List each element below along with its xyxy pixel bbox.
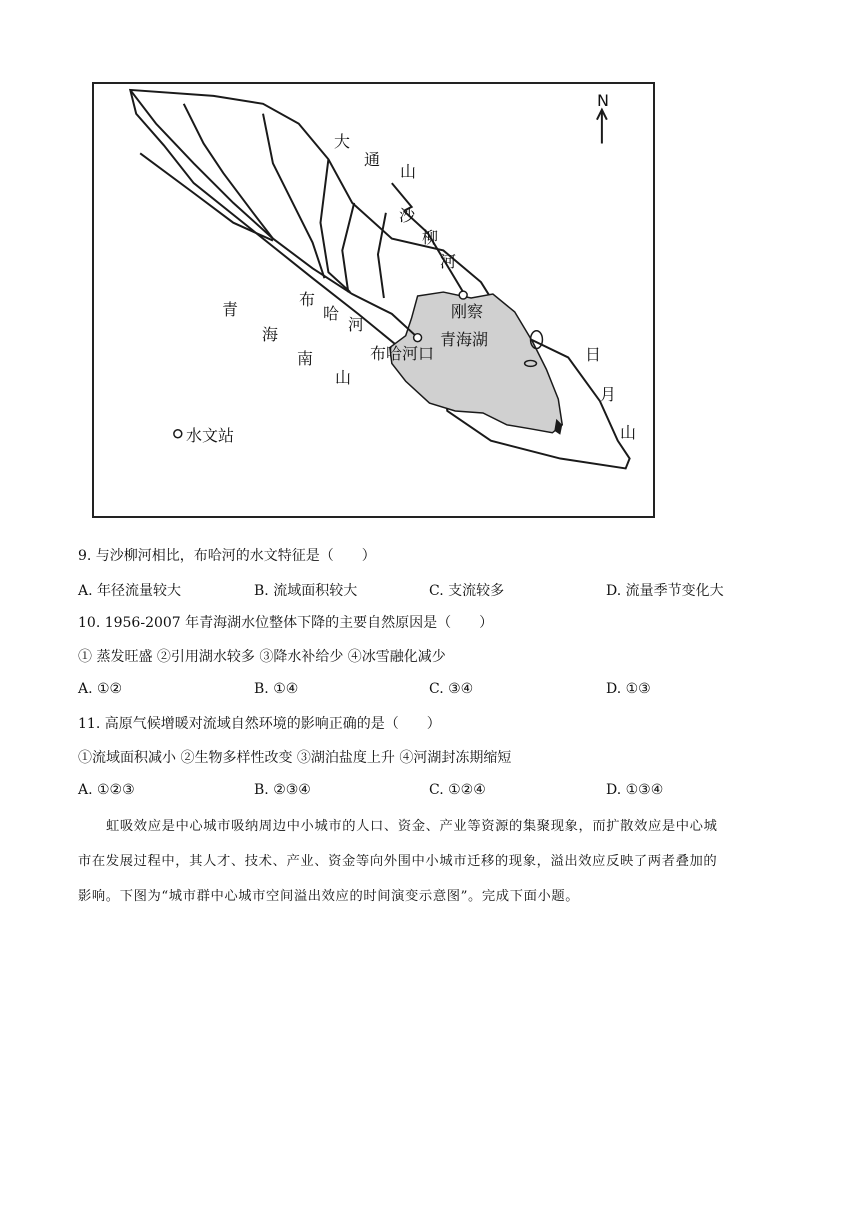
- question-11-stem: 11. 高原气候增暖对流域自然环境的影响正确的是（ ）: [78, 716, 441, 732]
- label-buha: 布: [299, 290, 316, 309]
- question-10-stem: 10. 1956-2007 年青海湖水位整体下降的主要自然原因是（ ）: [78, 615, 494, 631]
- map-figure: [92, 82, 655, 518]
- option-c: C. ①②④: [429, 782, 486, 798]
- passage-line: 市在发展过程中，其人才、技术、产业、资金等向外围中小城市迁移的现象，溢出效应反映了两者叠加的: [78, 854, 718, 869]
- label-buha-mouth: 布哈河口: [370, 344, 435, 363]
- label-riyue: 山: [620, 423, 637, 442]
- legend-station-label: 水文站: [186, 426, 235, 445]
- passage-line: 影响。下图为“城市群中心城市空间溢出效应的时间演变示意图”。完成下面小题。: [78, 889, 580, 904]
- option-b: B. ②③④: [254, 782, 311, 798]
- label-qinghai-lake: 青海湖: [440, 330, 489, 349]
- question-10-options: [78, 681, 798, 701]
- label-buha: 河: [348, 315, 365, 334]
- option-a: A. 年径流量较大: [78, 583, 182, 599]
- option-a: A. ①②③: [78, 782, 135, 798]
- option-a: A. ①②: [78, 681, 123, 697]
- passage: [78, 809, 778, 914]
- label-datong: 山: [400, 162, 417, 181]
- question-10-choices: ① 蒸发旺盛 ②引用湖水较多 ③降水补给少 ④冰雪融化减少: [78, 649, 446, 665]
- question-9-options: [78, 580, 798, 600]
- label-qinghai-nanshan: 山: [335, 368, 352, 387]
- option-d: D. 流量季节变化大: [606, 583, 724, 599]
- label-gangcha: 刚察: [451, 302, 484, 321]
- tributary: [342, 203, 354, 292]
- label-qinghai-nanshan: 青: [222, 300, 239, 319]
- label-shaliu: 河: [440, 252, 457, 271]
- label-datong: 大: [334, 132, 351, 151]
- north-label: N: [597, 91, 609, 110]
- question-9-stem: 9. 与沙柳河相比，布哈河的水文特征是（ ）: [78, 548, 376, 564]
- option-d: D. ①③④: [606, 782, 664, 798]
- label-shaliu: 沙: [399, 206, 416, 225]
- label-shaliu: 柳: [422, 228, 439, 247]
- option-c: C. 支流较多: [429, 583, 505, 599]
- label-buha: 哈: [323, 304, 340, 323]
- label-qinghai-nanshan: 南: [297, 349, 314, 368]
- station-buha-mouth: [414, 334, 422, 342]
- station-gangcha: [459, 291, 467, 299]
- label-qinghai-nanshan: 海: [262, 325, 279, 344]
- option-b: B. ①④: [254, 681, 299, 697]
- north-arrow-icon: [597, 110, 607, 144]
- question-11-options: [78, 782, 798, 802]
- label-riyue: 日: [585, 345, 602, 364]
- option-b: B. 流域面积较大: [254, 583, 358, 599]
- tributary: [378, 213, 386, 298]
- option-c: C. ③④: [429, 681, 474, 697]
- buha-river: [130, 90, 415, 336]
- question-11-choices: ①流域面积减小 ②生物多样性改变 ③湖泊盐度上升 ④河湖封冻期缩短: [78, 750, 512, 766]
- map-drawing: [94, 84, 653, 516]
- passage-line: 虹吸效应是中心城市吸纳周边中小城市的人口、资金、产业等资源的集聚现象，而扩散效应是中心城: [106, 819, 718, 834]
- legend-station-symbol: [174, 430, 182, 438]
- label-riyue: 月: [600, 385, 617, 404]
- option-d: D. ①③: [606, 681, 651, 697]
- label-datong: 通: [364, 150, 381, 169]
- tributary: [140, 153, 273, 240]
